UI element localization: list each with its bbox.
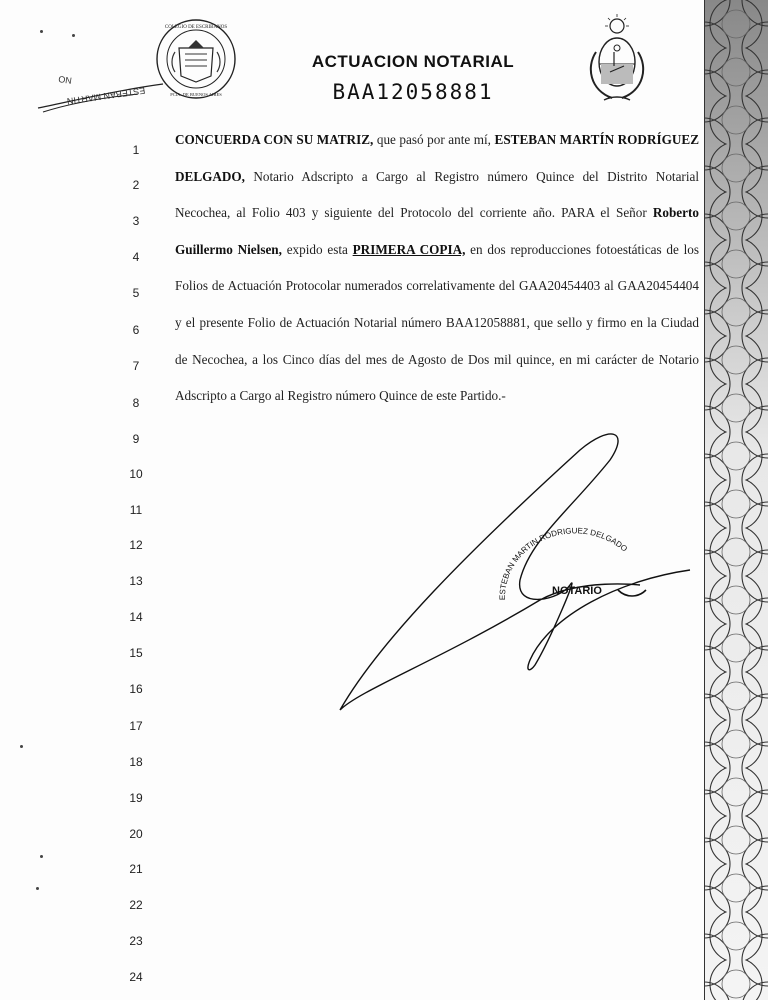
line-number: 20 bbox=[129, 827, 143, 841]
line-number: 8 bbox=[132, 396, 140, 410]
argentina-coat-of-arms-icon bbox=[584, 12, 650, 108]
document-title: ACTUACION NOTARIAL bbox=[311, 52, 515, 71]
client-name: Roberto Guillermo Nielsen, bbox=[175, 205, 699, 257]
scan-speck bbox=[72, 34, 75, 37]
scan-speck bbox=[40, 855, 43, 858]
notary-signature-and-stamp bbox=[320, 410, 700, 730]
svg-text:COLEGIO DE ESCRIBANOS: COLEGIO DE ESCRIBANOS bbox=[164, 25, 228, 30]
line-number: 12 bbox=[129, 538, 143, 552]
svg-text:ON: ON bbox=[57, 74, 73, 86]
line-number: 24 bbox=[129, 970, 143, 984]
line-number: 22 bbox=[129, 898, 143, 912]
document-serial-number: BAA12058881 bbox=[332, 80, 494, 104]
line-number: 3 bbox=[132, 214, 140, 228]
line-number: 11 bbox=[129, 503, 143, 517]
line-number: 5 bbox=[132, 286, 140, 300]
body-text-segment: expido esta bbox=[281, 241, 353, 257]
line-number: 13 bbox=[129, 574, 143, 588]
stamp-arc-text: ESTEBAN MARTIN RODRIGUEZ DELGADO bbox=[497, 526, 630, 601]
notary-name: ESTEBAN MARTÍN RODRÍGUEZ DELGADO, bbox=[175, 132, 699, 184]
security-border-pattern bbox=[704, 0, 768, 1000]
scan-speck bbox=[20, 745, 23, 748]
line-number: 23 bbox=[129, 934, 143, 948]
notarial-certification-text bbox=[175, 122, 699, 415]
matrix-concordance-heading: CONCUERDA CON SU MATRIZ, bbox=[175, 132, 374, 147]
line-number: 19 bbox=[129, 791, 143, 805]
scan-speck bbox=[36, 887, 39, 890]
line-number: 14 bbox=[129, 610, 143, 624]
line-number: 6 bbox=[132, 323, 140, 337]
line-number: 2 bbox=[132, 178, 140, 192]
line-number: 17 bbox=[129, 719, 143, 733]
svg-text:PCIA. DE BUENOS AIRES: PCIA. DE BUENOS AIRES bbox=[170, 92, 222, 97]
line-number: 9 bbox=[132, 432, 140, 446]
line-number: 16 bbox=[129, 682, 143, 696]
body-text-segment: Notario Adscripto a Cargo al Registro número Quince del Distrito Notarial Necochea, al Folio 403 y siguiente del Protocolo del corriente año. PARA el Señor bbox=[175, 168, 699, 221]
line-number: 18 bbox=[129, 755, 143, 769]
line-number: 21 bbox=[129, 862, 143, 876]
svg-text:ESTEBAN MARTIN: ESTEBAN MARTIN bbox=[66, 85, 146, 107]
line-number: 7 bbox=[132, 359, 140, 373]
scan-speck bbox=[40, 30, 43, 33]
line-number-column bbox=[118, 0, 158, 1000]
body-text-segment: que pasó por ante mí, bbox=[373, 132, 495, 147]
line-number: 10 bbox=[129, 467, 143, 481]
line-number: 1 bbox=[132, 143, 140, 157]
signature-stroke bbox=[340, 434, 690, 710]
copy-label: PRIMERA COPIA, bbox=[352, 241, 466, 257]
line-number: 4 bbox=[132, 250, 140, 264]
line-number: 15 bbox=[129, 646, 143, 660]
body-text-segment: en dos reproducciones fotoestáticas de los Folios de Actuación Protocolar numerados correlativamente del GAA20454403 al GAA20454404 y el presente Folio de Actuación Notarial número BAA12058881, que sello y firmo en la Ciudad de Necochea, a los Cinco días del mes de Agosto de Dos mil quince, en mi carácter de Notario Adscripto a Cargo al Registro número Quince de este Partido.- bbox=[175, 241, 699, 404]
stamp-notario-label: NOTARIO bbox=[552, 585, 602, 597]
